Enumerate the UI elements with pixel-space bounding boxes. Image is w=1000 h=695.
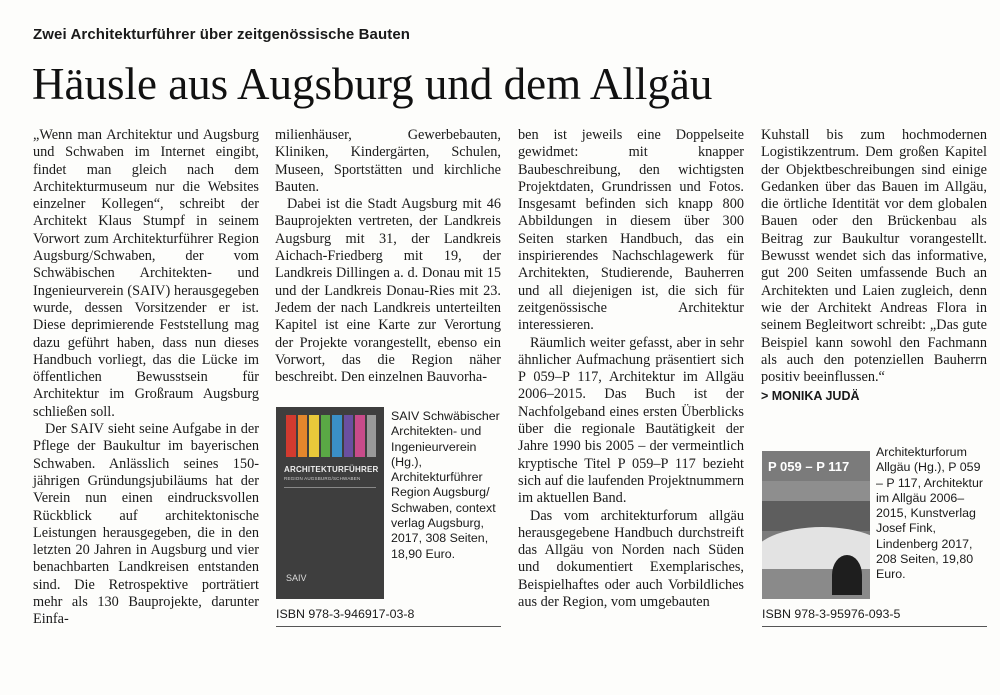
cover-stripe <box>332 415 342 457</box>
paragraph: Der SAIV sieht seine Aufgabe in der Pflege der Baukultur im bayerischen Schwaben. Anlässlich seines 150-jährigen Gründungsjubiläums hat der Verein nun einen eindrucksvollen Rückblick auf architektonische Leistungen herausgegeben, die in den letzten 20 Jahren in Augsburg und vier benachbarten Landkreisen entstanden sind. Die Retrospektive porträtiert mehr als 130 Bauprojekte, darunter Einfa- <box>33 421 259 628</box>
headline: Häusle aus Augsburg und dem Allgäu <box>32 59 713 109</box>
paragraph: Das vom architekturforum allgäu herausgegebene Handbuch durchstreift das Allgäu von Norden nach Süden und dokumentiert Exemplarisches, Beispielhaftes oder auch Vorbildliches aus der Region, vom umgebauten <box>518 507 744 611</box>
column-2 <box>275 127 501 386</box>
paragraph: milienhäuser, Gewerbebauten, Kliniken, Kindergärten, Schulen, Museen, Sportstätten und kirchliche Bauten. <box>275 127 501 195</box>
paragraph: ben ist jeweils eine Doppelseite gewidmet: mit knapper Baubeschreibung, den wichtigsten Projektdaten, Grundrissen und Fotos. Insgesamt befinden sich knapp 800 Abbildungen in diesem über 300 Seiten starken Handbuch, das ein inspirierendes Nachschlagewerk für Architekten, Studierende, Bauherren und all diejenigen ist, die sich für zeitgenössische Architektur interessieren. <box>518 127 744 334</box>
cover-stripe <box>321 415 331 457</box>
column-4 <box>761 127 987 406</box>
book-cover-architekturfuehrer <box>276 407 384 599</box>
author-byline: > MONIKA JUDÄ <box>761 389 860 404</box>
cover-title: P 059 – P 117 <box>768 459 850 474</box>
cover-rule <box>284 487 376 496</box>
cover-stripe <box>286 415 296 457</box>
cover-stripe <box>298 415 308 457</box>
cover-photo-arch <box>832 555 862 595</box>
divider <box>762 626 987 627</box>
cover-subtitle: REGION AUGSBURG/SCHWABEN <box>284 476 361 481</box>
cover-logo: SAIV <box>286 573 307 583</box>
book-cover-p059-p117 <box>762 451 870 599</box>
column-3 <box>518 127 744 611</box>
column-1 <box>33 127 259 629</box>
paragraph: Kuhstall bis zum hochmodernen Logistikzentrum. Dem großen Kapitel der Objektbeschreibungen sind einige Gedanken über das Bauen im Allgäu, die örtliche Identität vor dem globalen Bauen oder den Brückenbau als Beitrag zur Baukultur vorangestellt. Bewusst wendet sich das informative, gut 200 Seiten umfassende Buch an Architekten und Laien zugleich, denn wie der Architekt Andreas Flora in seinem Begleitwort schreibt: „Das gute Beispiel kann sowohl den Fachmann als auch den potenziellen Bauherrn positiv beeinflussen.“ <box>761 127 987 386</box>
cover-stripes <box>286 415 376 457</box>
paragraph: Dabei ist die Stadt Augsburg mit 46 Bauprojekten vertreten, der Landkreis Augsburg mit 31, der Landkreis Aichach-Friedberg mit 19, der Landkreis Dillingen a. d. Donau mit 15 und der Landkreis Donau-Ries mit 23. Jedem der nach Landkreis unterteilten Kapitel ist eine Karte zur Verortung der Projekte vorangestellt, ebenso ein Vorwort, das die Region näher beschreibt. Den einzelnen Bauvorha- <box>275 196 501 386</box>
book-caption-1: SAIV Schwäbischer Architekten- und Ingenieurverein (Hg.), Architekturführer Region Augsburg/ Schwaben, context verlag Augsburg, 2017, 308 Seiten, 18,90 Euro. <box>391 409 500 561</box>
divider <box>276 626 501 627</box>
isbn-1: ISBN 978-3-946917-03-8 <box>276 607 415 621</box>
cover-title: ARCHITEKTURFÜHRER <box>284 465 379 474</box>
paragraph: Räumlich weiter gefasst, aber in sehr ähnlicher Aufmachung präsentiert sich P 059–P 117, Architektur im Allgäu 2006–2015. Das Buch ist der Nachfolgeband eines ersten Überblicks über die regionale Bautätigkeit der Jahre 1990 bis 2005 – der vermeintlich kryptische Titel P 059–P 117 bezieht sich auf die laufenden Projektnummern im aktuellen Band. <box>518 334 744 507</box>
isbn-2: ISBN 978-3-95976-093-5 <box>762 607 901 621</box>
cover-stripe <box>355 415 365 457</box>
cover-stripe <box>367 415 377 457</box>
paragraph: „Wenn man Architektur und Augsburg und Schwaben im Internet eingibt, findet man gleich nach dem Architekturmuseum nur die Websites einzelner Kollegen“, schreibt der Architekt Klaus Stumpf in seinem Vorwort zum Architekturführer Region Augsburg/Schwaben, der vom Schwäbischen Architekten- und Ingenieurverein (SAIV) herausgegeben wurde, dessen Vorsitzender er ist. Diese deprimierende Feststellung mag dazu geführt haben, dass nun dieses Handbuch vorliegt, das die Lücke im öffentlichen Bewusstsein für Architektur im Großraum Augsburg schließen soll. <box>33 127 259 420</box>
cover-stripe <box>309 415 319 457</box>
cover-stripe <box>344 415 354 457</box>
kicker: Zwei Architekturführer über zeitgenössische Bauten <box>33 26 411 43</box>
book-caption-2: Architekturforum Allgäu (Hg.), P 059 – P 117, Architektur im Allgäu 2006–2015, Kunstverlag Josef Fink, Lindenberg 2017, 208 Seiten, 19,80 Euro. <box>876 445 983 582</box>
